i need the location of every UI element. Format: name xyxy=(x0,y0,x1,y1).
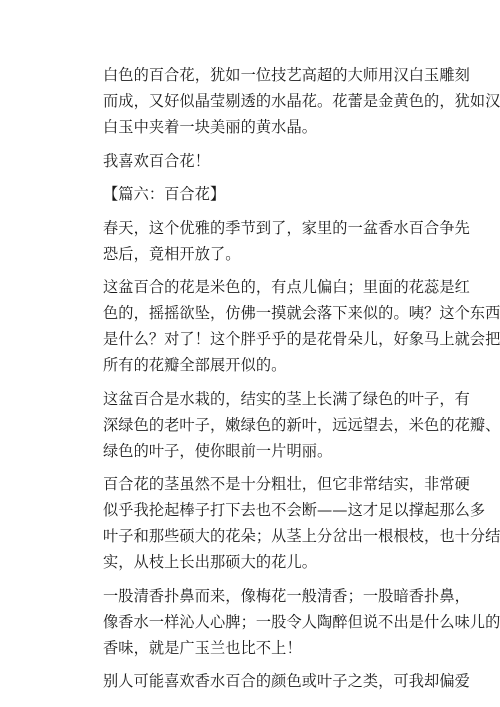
paragraph-first-line: 我喜欢百合花！ xyxy=(103,151,211,170)
paragraph-line: 白玉中夹着一块美丽的黄水晶。 xyxy=(103,118,318,136)
paragraph-line: 实，从枝上长出那硕大的花儿。 xyxy=(103,553,318,571)
paragraph-line: 而成，又好似晶莹剔透的水晶花。花蕾是金黄色的，犹如汉 xyxy=(103,92,500,110)
paragraph-first-line: 这盆百合是水栽的，结实的茎上长满了绿色的叶子，有 xyxy=(103,389,470,408)
paragraph-first-line: 百合花的茎虽然不是十分粗壮，但它非常结实，非常硬 xyxy=(103,475,470,493)
paragraph-line: 是什么？对了！这个胖乎乎的是花骨朵儿，好象马上就会把 xyxy=(103,330,500,348)
paragraph-line: 恐后，竟相开放了。 xyxy=(103,244,241,263)
paragraph-first-line: 【篇六：百合花】 xyxy=(103,185,226,203)
paragraph-line: 似乎我抡起棒子打下去也不会断——这才足以撑起那么多 xyxy=(103,501,486,519)
paragraph-line: 像香水一样沁人心脾；一股令人陶醉但说不出是什么味儿的 xyxy=(103,612,500,631)
paragraph-line: 所有的花瓣全部展开似的。 xyxy=(103,356,287,374)
document-page xyxy=(103,62,500,694)
paragraph-first-line: 一股清香扑鼻而来，像梅花一般清香；一股暗香扑鼻， xyxy=(103,586,470,605)
paragraph-first-line: 别人可能喜欢香水百合的颜色或叶子之类，可我却偏爱 xyxy=(103,672,470,690)
paragraph-line: 深绿色的老叶子，嫩绿色的新叶，远远望去，米色的花瓣、 xyxy=(103,415,500,434)
paragraph-line: 绿色的叶子，使你眼前一片明丽。 xyxy=(103,441,333,460)
paragraph-first-line: 春天，这个优雅的季节到了，家里的一盆香水百合争先 xyxy=(103,218,470,237)
paragraph-line: 香味，就是广玉兰也比不上！ xyxy=(103,638,302,657)
paragraph-line: 色的，摇摇欲坠，仿佛一摸就会落下来似的。咦？这个东西 xyxy=(103,304,500,322)
paragraph-first-line: 这盆百合的花是米色的，有点儿偏白；里面的花蕊是红 xyxy=(103,278,470,296)
paragraph-first-line: 白色的百合花，犹如一位技艺高超的大师用汉白玉雕刻 xyxy=(103,66,470,84)
paragraph-line: 叶子和那些硕大的花朵；从茎上分岔出一根根枝，也十分结 xyxy=(103,527,500,545)
